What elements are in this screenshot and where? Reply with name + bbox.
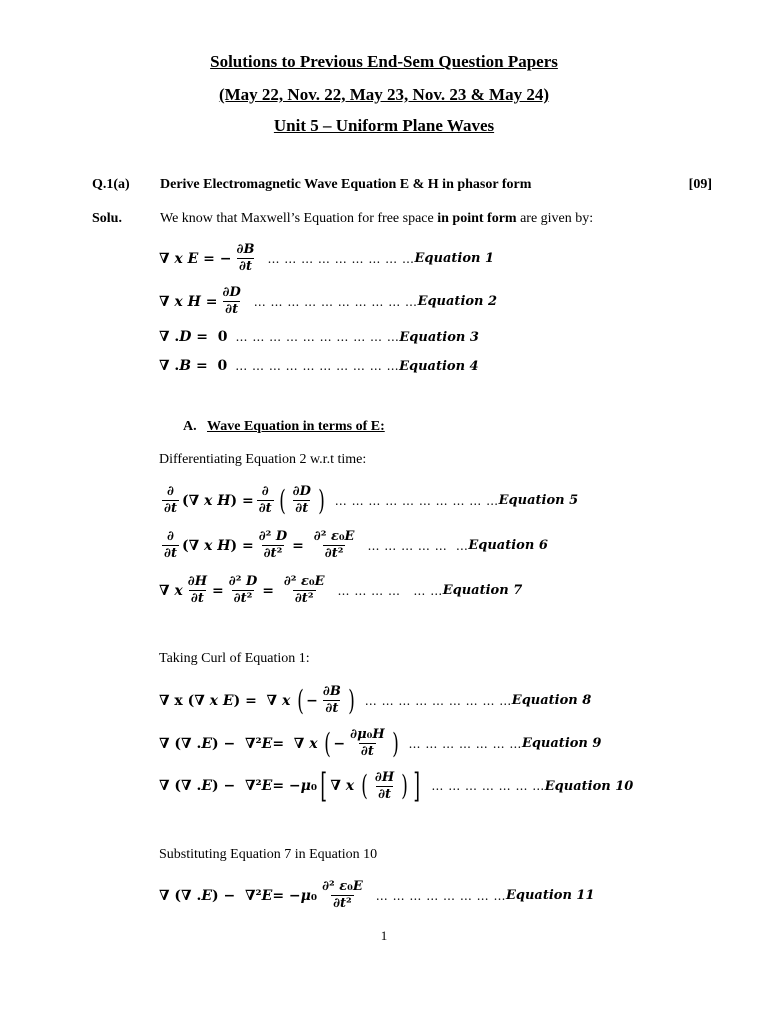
text-substituting: Substituting Equation 7 in Equation 10	[159, 847, 378, 862]
title-line-2: (May 22, Nov. 22, May 23, Nov. 23 & May 24)	[218, 85, 550, 104]
page-number: 1	[380, 928, 388, 943]
equation-11: ∇ (∇ . E ) − ∇² E = − μ ₀ $\frac{\text{∂² ε₀E}}{\text{∂t²}}$ … … … … … … … … Equation 11	[159, 879, 595, 911]
equation-1: ∇ x E = − $\frac{\partial B}{\partial t}$ … … … … … … … … … Equation 1	[159, 242, 495, 274]
question-number: Q.1(a)	[92, 177, 130, 192]
section-a-heading: A. Wave Equation in terms of E:	[183, 419, 385, 434]
equation-7: ∇ x $\frac{\partial H}{\partial t}$ = $\frac{\text{∂² D}}{\text{∂t²}}$ = $\frac{\text{∂² ε₀E}}{\text{∂t²}}$ … … … … … … Equation 7	[159, 574, 523, 606]
solution-label: Solu.	[92, 211, 122, 226]
equation-3: ∇ . D = 0 … … … … … … … … … … Equation 3	[159, 329, 479, 345]
equation-4: ∇ . B = 0 … … … … … … … … … … Equation 4	[159, 358, 479, 374]
text-taking-curl: Taking Curl of Equation 1:	[159, 651, 310, 666]
equation-6: $\frac{\partial}{\partial t}$ (∇ x H ) = $\frac{\text{∂² D}}{\text{∂t²}}$ = $\frac{\text{∂² ε₀E}}{\text{∂t²}}$ … … … … … … Equation 6	[164, 529, 548, 561]
title-line-1: Solutions to Previous End-Sem Question Papers	[210, 52, 558, 71]
equation-10: ∇ (∇ . E ) − ∇² E = − μ ₀ [ ∇ x ( $\frac{\partial H}{\partial t}$ ) ] … … … … … … … Equation 10	[159, 766, 634, 806]
equation-9: ∇ (∇ . E ) − ∇² E = ∇ x ( − $\frac{\text{∂μ₀H}}{\partial t}$ ) … … … … … … … Equation 9	[159, 726, 602, 760]
equation-2: ∇ x H = $\frac{\partial D}{\partial t}$ … … … … … … … … … … Equation 2	[159, 285, 498, 317]
question-text: Derive Electromagnetic Wave Equation E & H in phasor form	[160, 177, 532, 192]
equation-5: $\frac{\partial}{\partial t}$ (∇ x H ) = $\frac{\partial}{\partial t}$ ( $\frac{\partial D}{\partial t}$ ) … … … … … … … … … … Equation 5	[164, 483, 579, 517]
question-marks: [09]	[688, 177, 712, 192]
equation-8: ∇ x (∇ x E ) = ∇ x ( − $\frac{\partial B}{\partial t}$ ) … … … … … … … … … Equation 8	[159, 683, 592, 717]
title-line-3: Unit 5 – Uniform Plane Waves	[273, 116, 495, 135]
solution-text: We know that Maxwell’s Equation for free space in point form are given by:	[160, 211, 594, 226]
text-differentiating: Differentiating Equation 2 w.r.t time:	[159, 452, 367, 467]
